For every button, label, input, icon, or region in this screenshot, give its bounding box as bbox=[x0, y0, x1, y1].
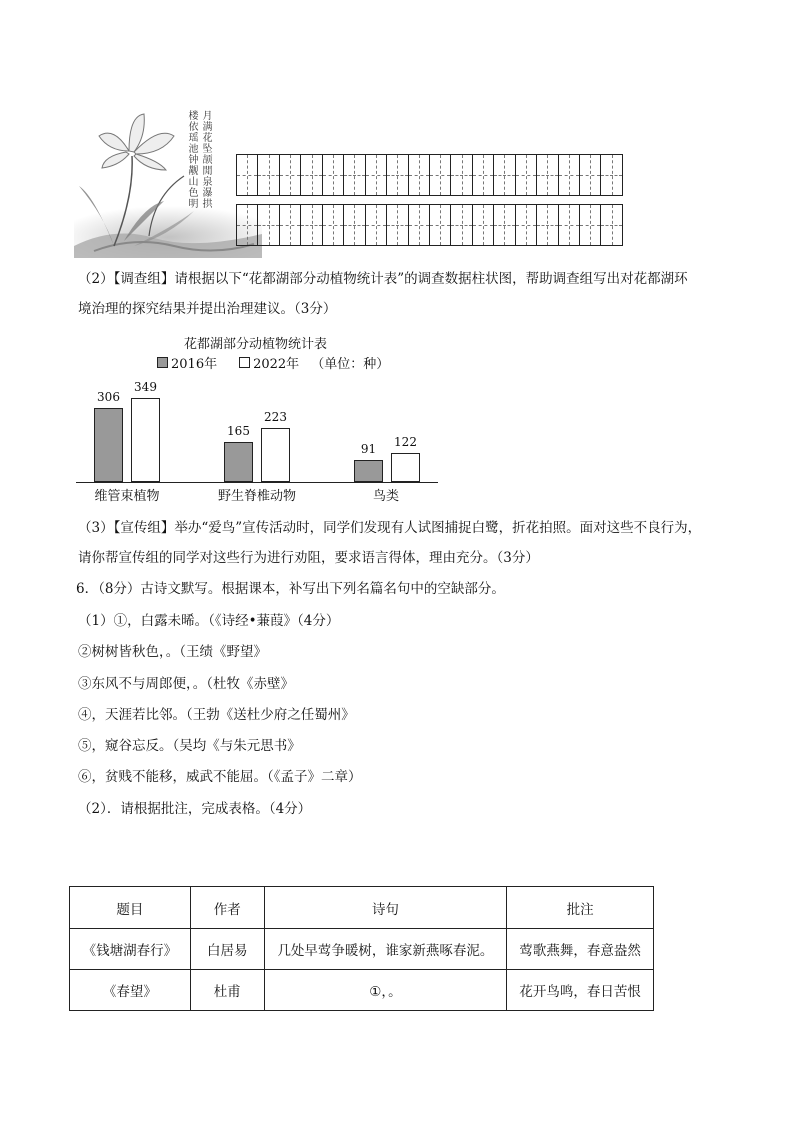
table-row bbox=[70, 970, 654, 1011]
painting-poem-column-2: 楼依瑶池钟觏山色明 bbox=[186, 110, 197, 209]
header-author: 作者 bbox=[190, 887, 264, 929]
question-6-item-3: ③东风不与周郎便，。（杜牧《赤壁》 bbox=[78, 676, 294, 692]
bar-2016年-鸟类 bbox=[354, 460, 383, 482]
bar-value-label: 223 bbox=[264, 410, 287, 424]
question-2-line-2: 境治理的探究结果并提出治理建议。（3分） bbox=[78, 301, 337, 317]
question-6-heading: 6．（8分）古诗文默写。根据课本，补写出下列名篇名句中的空缺部分。 bbox=[76, 581, 505, 597]
question-3-line-2: 请你帮宣传组的同学对这些行为进行劝阻，要求语言得体，理由充分。（3分） bbox=[78, 550, 539, 566]
bar-value-label: 349 bbox=[134, 380, 157, 394]
question-6-item-4: ④，天涯若比邻。（王勃《送杜少府之任蜀州》 bbox=[78, 707, 355, 723]
bar-value-label: 165 bbox=[227, 424, 250, 438]
bar-2022年-野生脊椎动物 bbox=[261, 428, 290, 482]
bar-2016年-维管束植物 bbox=[94, 408, 123, 482]
question-6-item-2: ②树树皆秋色，。（王绩《野望》 bbox=[78, 644, 267, 660]
bar-2016年-野生脊椎动物 bbox=[224, 442, 253, 482]
cell-verse-blank[interactable]: ①，。 bbox=[264, 970, 507, 1011]
question-6-item-6: ⑥，贫贱不能移，威武不能屈。（《孟子》二章） bbox=[78, 769, 362, 785]
cell-title: 《春望》 bbox=[70, 970, 191, 1011]
cell-author: 白居易 bbox=[190, 929, 264, 970]
bar-chart bbox=[0, 0, 794, 520]
chart-baseline bbox=[76, 482, 438, 483]
cell-annotation: 莺歌燕舞，春意盎然 bbox=[507, 929, 654, 970]
legend-label-2016: 2016年 bbox=[171, 357, 218, 372]
table-header-row bbox=[70, 887, 654, 929]
header-title: 题目 bbox=[70, 887, 191, 929]
table-row bbox=[70, 929, 654, 970]
category-label: 维管束植物 bbox=[94, 489, 160, 504]
chart-title: 花都湖部分动植物统计表 bbox=[184, 337, 328, 352]
legend-unit: （单位：种） bbox=[311, 357, 390, 372]
bar-value-label: 91 bbox=[360, 442, 377, 456]
question-6-item-5: ⑤，窥谷忘反。（吴均《与朱元思书》 bbox=[78, 738, 301, 754]
question-6-item-1: （1）①，白露未晞。（《诗经•蒹葭》（4分） bbox=[78, 613, 340, 629]
cell-author: 杜甫 bbox=[190, 970, 264, 1011]
cell-annotation: 花开鸟鸣，春日苦恨 bbox=[507, 970, 654, 1011]
bar-2022年-鸟类 bbox=[391, 453, 420, 482]
poem-table bbox=[69, 886, 654, 1011]
bar-value-label: 122 bbox=[394, 435, 417, 449]
bar-2022年-维管束植物 bbox=[131, 398, 160, 482]
category-label: 野生脊椎动物 bbox=[217, 489, 296, 504]
cell-title: 《钱塘湖春行》 bbox=[70, 929, 191, 970]
header-annotation: 批注 bbox=[507, 887, 654, 929]
bar-value-label: 306 bbox=[97, 390, 120, 404]
question-6-item-7: （2）．请根据批注，完成表格。（4分） bbox=[78, 801, 312, 817]
painting-poem-column-1: 月满花坠颉閒泉瀑拱 bbox=[200, 110, 211, 209]
header-verse: 诗句 bbox=[264, 887, 507, 929]
category-label: 鸟类 bbox=[372, 489, 399, 504]
legend-label-2022: 2022年 bbox=[253, 357, 300, 372]
cell-verse: 几处早莺争暖树，谁家新燕啄春泥。 bbox=[264, 929, 507, 970]
question-3-line-1: （3）【宣传组】举办“爱鸟”宣传活动时，同学们发现有人试图捕捉白鹭，折花拍照。面对这些不良行为， bbox=[78, 520, 702, 536]
question-2-line-1: （2）【调查组】请根据以下“花都湖部分动植物统计表”的调查数据柱状图，帮助调查组写出对花都湖环 bbox=[78, 271, 688, 287]
